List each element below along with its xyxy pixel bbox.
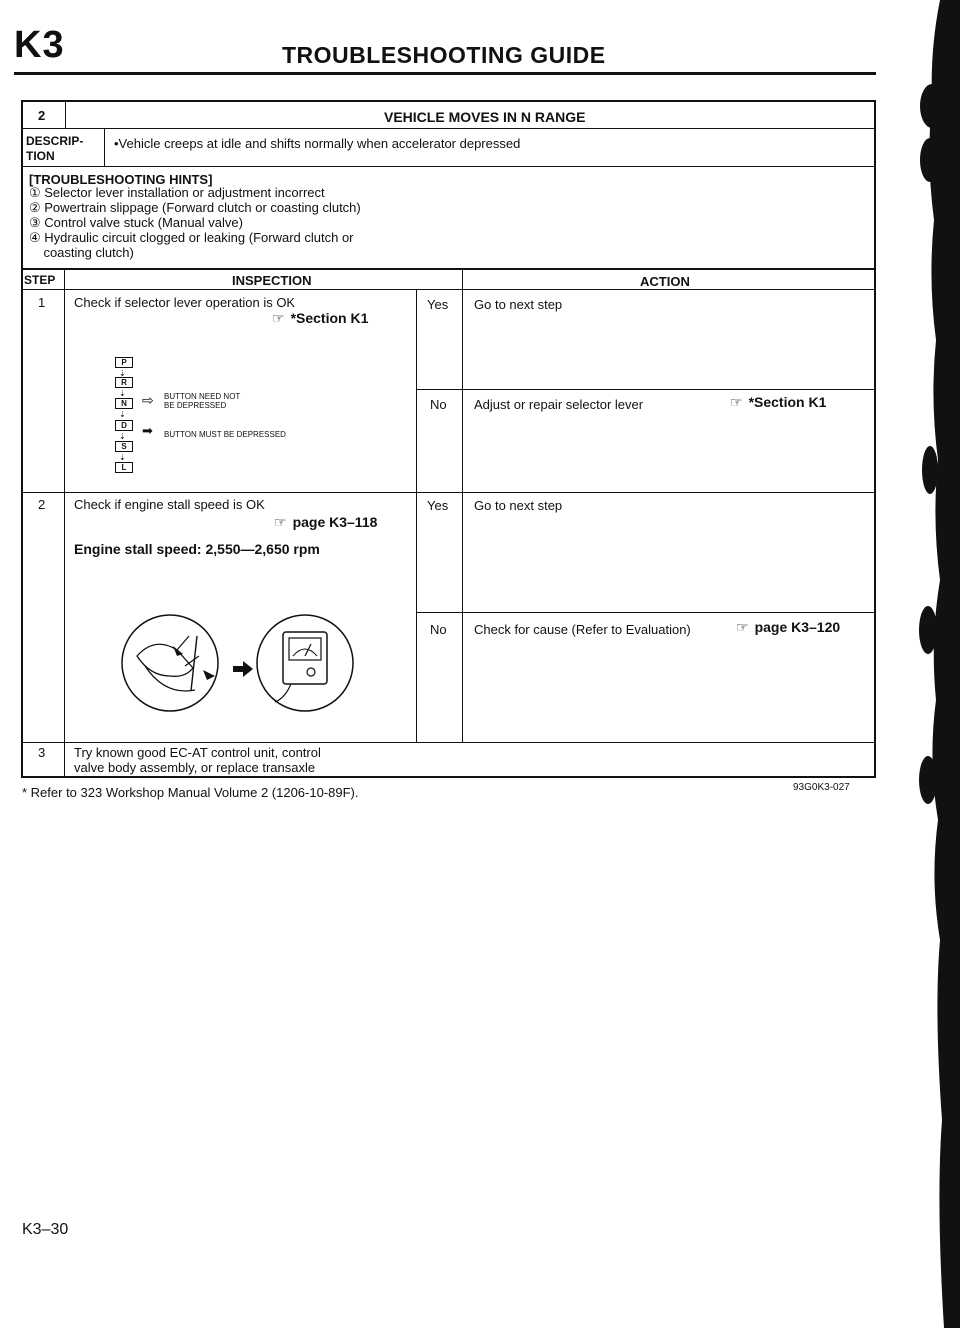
- yes-label: Yes: [427, 297, 449, 312]
- lever-note-1-line-1: BUTTON NEED NOT: [164, 392, 241, 401]
- table-border-top: [21, 100, 876, 102]
- action-column-divider: [462, 268, 463, 742]
- row-divider: [21, 289, 876, 290]
- lever-position-l: L: [115, 462, 133, 473]
- reference-icon: ☞: [272, 310, 285, 326]
- stall-test-illustration: [115, 606, 375, 716]
- lever-note-2: BUTTON MUST BE DEPRESSED: [164, 430, 286, 439]
- inspection-reference: ☞ page K3–118: [274, 514, 378, 530]
- row-divider: [416, 389, 876, 390]
- shift-arrow-icon: ⇣: [119, 369, 126, 378]
- description-divider: [104, 128, 105, 166]
- step-number: 3: [38, 745, 46, 760]
- shift-arrow-icon: ⇣: [119, 453, 126, 462]
- no-label: No: [430, 397, 447, 412]
- inspection-reference: ☞ *Section K1: [272, 310, 369, 326]
- column-header-step: STEP: [24, 273, 56, 287]
- action-reference: ☞ page K3–120: [736, 619, 841, 635]
- hint-item: coasting clutch): [29, 245, 134, 260]
- hint-item: ① Selector lever installation or adjustment incorrect: [29, 185, 325, 200]
- description-label: DESCRIP-: [26, 134, 84, 148]
- table-border-left: [21, 100, 23, 778]
- page-number: K3–30: [22, 1221, 69, 1238]
- lever-position-n: N: [115, 398, 133, 409]
- no-label: No: [430, 622, 447, 637]
- yes-label: Yes: [427, 498, 449, 513]
- stall-speed-spec: Engine stall speed: 2,550—2,650 rpm: [74, 541, 320, 557]
- lever-note-1-line-2: BE DEPRESSED: [164, 401, 227, 410]
- lever-position-r: R: [115, 377, 133, 388]
- step-inspection: Check if engine stall speed is OK: [74, 497, 265, 512]
- reference-icon: ☞: [274, 514, 287, 530]
- lever-position-p: P: [115, 357, 133, 368]
- table-border-bottom: [21, 776, 876, 778]
- row-divider: [21, 492, 876, 493]
- title-divider: [65, 100, 66, 128]
- section-code: K3: [14, 24, 65, 66]
- trouble-title: VEHICLE MOVES IN N RANGE: [384, 109, 586, 125]
- figure-code: 93G0K3-027: [793, 782, 850, 793]
- no-action: Check for cause (Refer to Evaluation): [474, 622, 691, 637]
- hints-title: [TROUBLESHOOTING HINTS]: [29, 172, 213, 187]
- hint-item: ③ Control valve stuck (Manual valve): [29, 215, 243, 230]
- row-divider: [21, 268, 876, 270]
- step-number: 2: [38, 497, 46, 512]
- step-inspection-line-2: valve body assembly, or replace transaxle: [74, 760, 316, 775]
- no-action: Adjust or repair selector lever: [474, 397, 644, 412]
- row-divider: [21, 166, 876, 167]
- hint-item: ④ Hydraulic circuit clogged or leaking (Forward clutch or: [29, 230, 354, 245]
- page-title: TROUBLESHOOTING GUIDE: [282, 42, 606, 68]
- footnote: * Refer to 323 Workshop Manual Volume 2 (1206-10-89F).: [22, 785, 359, 800]
- lever-position-s: S: [115, 441, 133, 452]
- yes-action: Go to next step: [474, 297, 563, 312]
- row-divider: [21, 128, 876, 129]
- header-rule: [14, 72, 876, 75]
- solid-arrow-icon: ➡: [142, 423, 153, 438]
- trouble-number: 2: [38, 108, 46, 123]
- step-number: 1: [38, 295, 46, 310]
- step-inspection-line-1: Try known good EC-AT control unit, control: [74, 745, 321, 760]
- description-label-2: TION: [26, 149, 55, 163]
- column-header-action: ACTION: [640, 274, 690, 289]
- lever-position-d: D: [115, 420, 133, 431]
- column-header-inspection: INSPECTION: [232, 273, 312, 288]
- reference-icon: ☞: [736, 619, 749, 635]
- table-border-right: [874, 100, 876, 778]
- action-reference: ☞ *Section K1: [730, 394, 827, 410]
- open-arrow-icon: ⇨: [142, 392, 154, 408]
- result-column-divider: [416, 289, 417, 742]
- binding-edge-decoration: [900, 0, 960, 1328]
- step-column-divider: [64, 268, 65, 776]
- shift-arrow-icon: ⇣: [119, 410, 126, 419]
- row-divider: [21, 742, 876, 743]
- yes-action: Go to next step: [474, 498, 563, 513]
- description-text: •Vehicle creeps at idle and shifts normally when accelerator depressed: [114, 136, 521, 151]
- hint-item: ② Powertrain slippage (Forward clutch or coasting clutch): [29, 200, 361, 215]
- row-divider: [416, 612, 876, 613]
- shift-arrow-icon: ⇣: [119, 389, 126, 398]
- reference-icon: ☞: [730, 394, 743, 410]
- shift-arrow-icon: ⇣: [119, 432, 126, 441]
- step-inspection: Check if selector lever operation is OK: [74, 295, 296, 310]
